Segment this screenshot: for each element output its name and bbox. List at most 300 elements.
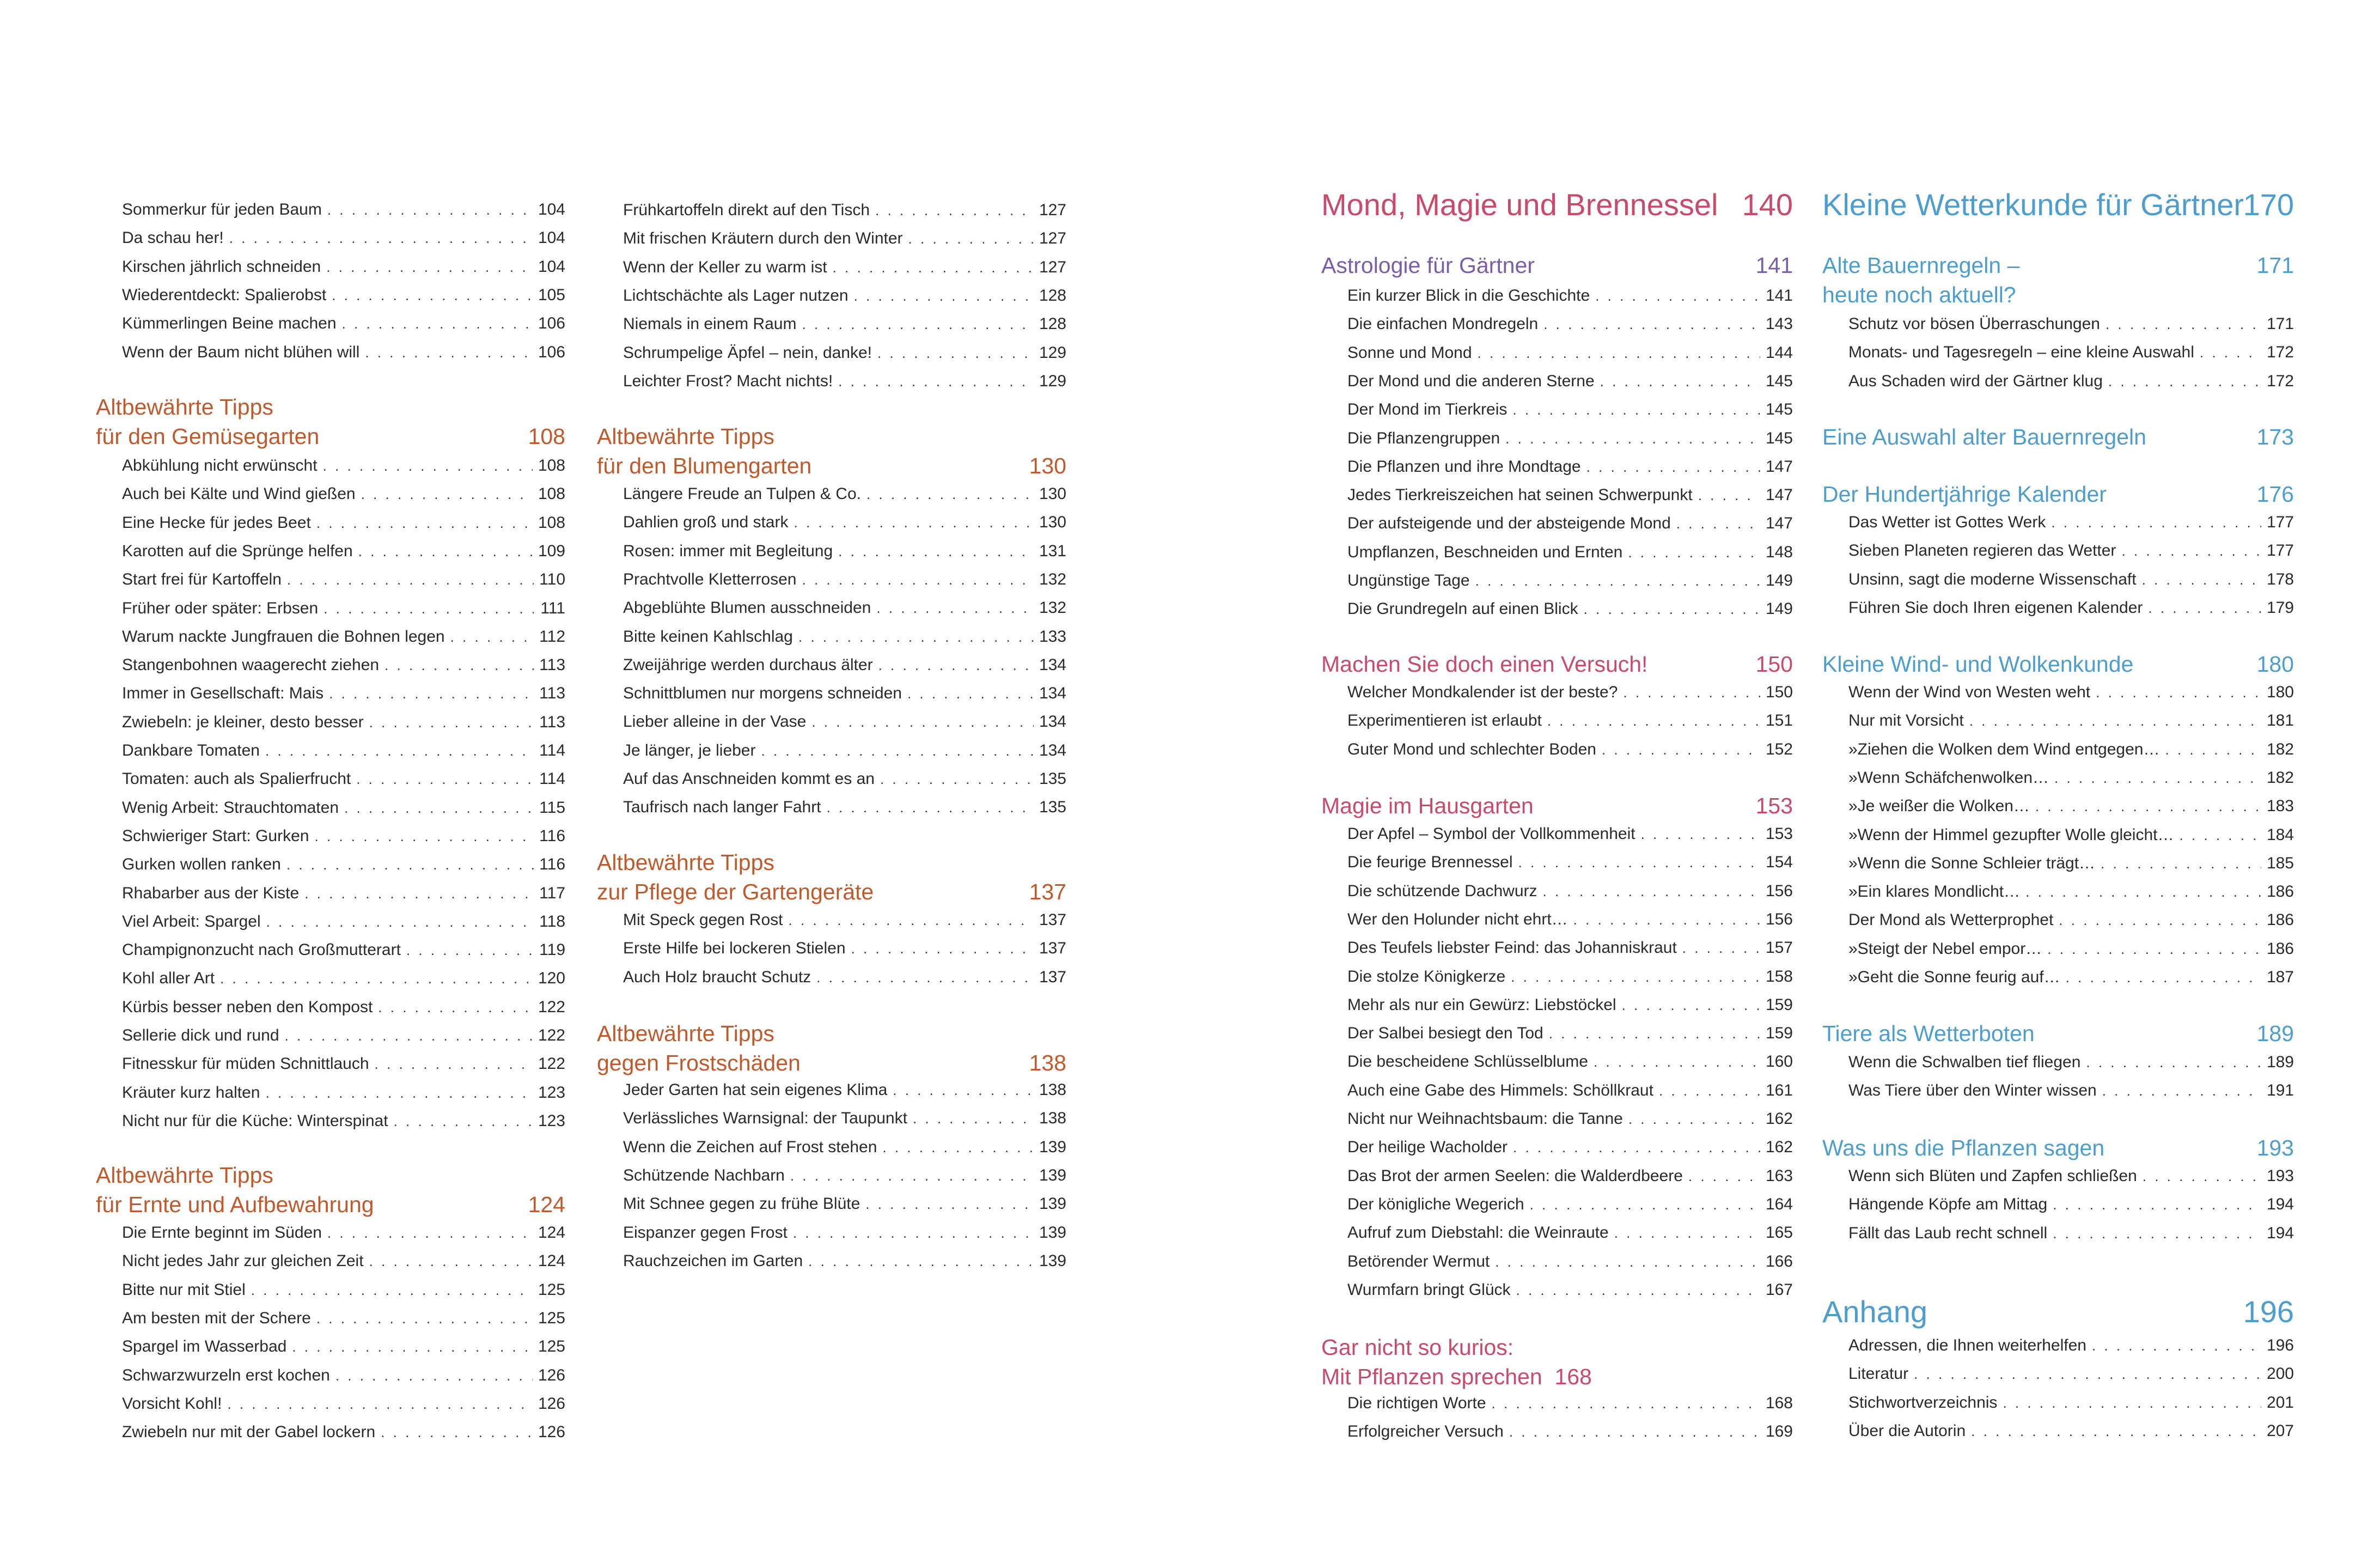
toc-entry-title: »Wenn der Himmel gezupfter Wolle gleicht… xyxy=(1848,825,2174,844)
toc-entry[interactable] xyxy=(623,483,1066,505)
leader-dots xyxy=(1698,484,1760,506)
toc-entry[interactable] xyxy=(1347,285,1793,307)
toc-entry[interactable] xyxy=(1848,795,2294,817)
toc-entry[interactable] xyxy=(1848,1335,2294,1357)
toc-entry-title: Bitte nur mit Stiel xyxy=(122,1280,246,1299)
toc-entry[interactable] xyxy=(1347,710,1793,732)
toc-entry[interactable] xyxy=(623,1193,1066,1215)
toc-entry[interactable] xyxy=(122,1025,565,1047)
toc-entry-title: Aufruf zum Diebstahl: die Weinraute xyxy=(1347,1224,1609,1242)
leader-dots xyxy=(361,483,533,505)
toc-entry[interactable] xyxy=(623,257,1066,278)
toc-entry[interactable] xyxy=(1848,370,2294,392)
toc-entry-title: Abgeblühte Blumen ausschneiden xyxy=(623,599,871,617)
toc-entry[interactable] xyxy=(623,966,1066,988)
toc-entry-page: 186 xyxy=(2266,883,2294,901)
leader-dots xyxy=(324,598,534,619)
leader-dots xyxy=(1623,682,1760,703)
chapter-heading: Anhang 196 xyxy=(1822,1294,2294,1329)
leader-dots xyxy=(808,1250,1034,1272)
toc-entry-page: 126 xyxy=(538,1394,565,1413)
toc-entry-page: 134 xyxy=(1039,713,1066,731)
leader-dots xyxy=(2121,540,2261,562)
toc-entry[interactable] xyxy=(122,1110,565,1132)
leader-dots xyxy=(1511,966,1760,988)
toc-entry-page: 184 xyxy=(2266,825,2294,844)
toc-entry-page: 180 xyxy=(2266,683,2294,701)
toc-entry-title: Wenn die Zeichen auf Frost stehen xyxy=(623,1138,877,1156)
toc-entry-title: Kohl aller Art xyxy=(122,969,215,988)
toc-entry[interactable] xyxy=(1347,428,1793,449)
leader-dots xyxy=(1595,285,1760,307)
leader-dots xyxy=(1688,1165,1760,1187)
toc-entry[interactable] xyxy=(623,683,1066,704)
toc-entry[interactable] xyxy=(1848,767,2294,789)
leader-dots xyxy=(2053,1194,2261,1215)
leader-dots xyxy=(1641,823,1760,845)
toc-entry[interactable] xyxy=(623,199,1066,221)
toc-entry[interactable] xyxy=(1347,1251,1793,1273)
toc-entry[interactable] xyxy=(1347,823,1793,845)
toc-entry-title: Warum nackte Jungfrauen die Bohnen legen xyxy=(122,627,445,646)
toc-entry[interactable] xyxy=(623,370,1066,392)
leader-dots xyxy=(1602,739,1760,761)
toc-entry-title: Schützende Nachbarn xyxy=(623,1166,785,1184)
toc-entry-page: 108 xyxy=(538,513,565,532)
toc-entry-title: Fitnesskur für müden Schnittlauch xyxy=(122,1055,369,1073)
toc-entry[interactable] xyxy=(1347,313,1793,335)
chapter-heading: Kleine Wetterkunde für Gärtner 170 xyxy=(1822,187,2294,222)
section-heading: Machen Sie doch einen Versuch! 150 xyxy=(1321,649,1793,679)
toc-entry-title: Das Wetter ist Gottes Werk xyxy=(1848,513,2046,531)
toc-entry-page: 128 xyxy=(1039,286,1066,305)
toc-entry[interactable] xyxy=(1347,1136,1793,1158)
toc-entry-title: Spargel im Wasserbad xyxy=(122,1337,287,1356)
toc-entry-page: 187 xyxy=(2266,968,2294,986)
leader-dots xyxy=(381,1421,533,1443)
leader-dots xyxy=(220,968,533,989)
chapter-heading: Mond, Magie und Brennessel 140 xyxy=(1321,187,1793,222)
toc-entry[interactable] xyxy=(1848,1194,2294,1215)
toc-entry-page: 116 xyxy=(539,826,565,845)
toc-entry[interactable] xyxy=(623,654,1066,676)
toc-entry-page: 145 xyxy=(1765,372,1793,390)
toc-entry-title: Da schau her! xyxy=(122,229,224,247)
leader-dots xyxy=(2053,1223,2261,1244)
toc-entry-page: 150 xyxy=(1765,683,1793,701)
toc-entry-title: Über die Autorin xyxy=(1848,1421,1966,1440)
toc-entry-title: Bitte keinen Kahlschlag xyxy=(623,627,793,646)
leader-dots xyxy=(1971,1420,2261,1442)
toc-entry[interactable] xyxy=(122,1393,565,1415)
toc-entry[interactable] xyxy=(1848,1051,2294,1073)
toc-entry[interactable] xyxy=(623,626,1066,648)
toc-entry[interactable] xyxy=(623,1222,1066,1244)
leader-dots xyxy=(793,1222,1034,1244)
toc-entry-page: 127 xyxy=(1039,258,1066,276)
leader-dots xyxy=(802,569,1034,591)
toc-entry[interactable] xyxy=(623,1079,1066,1101)
toc-entry[interactable] xyxy=(623,569,1066,591)
leader-dots xyxy=(251,1279,533,1301)
toc-entry[interactable] xyxy=(122,797,565,819)
toc-entry[interactable] xyxy=(1848,1165,2294,1187)
toc-entry[interactable] xyxy=(1347,1194,1793,1215)
toc-entry[interactable] xyxy=(1347,909,1793,930)
toc-entry-page: 193 xyxy=(2266,1167,2294,1185)
leader-dots xyxy=(908,228,1034,250)
leader-dots xyxy=(356,768,534,790)
toc-entry-title: Zwiebeln nur mit der Gabel lockern xyxy=(122,1423,376,1442)
leader-dots xyxy=(323,455,533,477)
toc-entry[interactable] xyxy=(122,683,565,704)
toc-entry[interactable] xyxy=(122,911,565,933)
toc-entry-title: »Geht die Sonne feurig auf… xyxy=(1848,968,2060,986)
toc-entry[interactable] xyxy=(1848,853,2294,874)
toc-entry[interactable] xyxy=(1848,597,2294,619)
leader-dots xyxy=(332,284,533,306)
toc-entry-page: 122 xyxy=(538,1026,565,1044)
toc-entry[interactable] xyxy=(122,1365,565,1386)
toc-entry[interactable] xyxy=(1347,484,1793,506)
toc-entry-title: Schwarzwurzeln erst kochen xyxy=(122,1366,330,1384)
toc-entry[interactable] xyxy=(1347,1080,1793,1102)
toc-entry[interactable] xyxy=(1848,881,2294,903)
toc-entry[interactable] xyxy=(623,285,1066,307)
toc-entry-title: Rauchzeichen im Garten xyxy=(623,1251,803,1270)
toc-entry-page: 131 xyxy=(1039,542,1066,560)
toc-entry[interactable] xyxy=(1347,542,1793,563)
toc-entry[interactable] xyxy=(122,939,565,961)
leader-dots xyxy=(1505,428,1760,449)
toc-entry-page: 183 xyxy=(2266,797,2294,816)
toc-entry-title: Erste Hilfe bei lockeren Stielen xyxy=(623,939,846,958)
toc-entry[interactable] xyxy=(122,1279,565,1301)
leader-dots xyxy=(790,1165,1034,1187)
toc-entry-page: 139 xyxy=(1039,1138,1066,1156)
section-page: 176 xyxy=(2256,482,2294,507)
toc-entry-page: 126 xyxy=(538,1423,565,1442)
toc-entry[interactable] xyxy=(122,227,565,249)
toc-entry-page: 138 xyxy=(1039,1081,1066,1099)
toc-entry[interactable] xyxy=(623,938,1066,959)
leader-dots xyxy=(838,370,1034,392)
toc-entry[interactable] xyxy=(122,342,565,363)
toc-entry-page: 162 xyxy=(1765,1138,1793,1157)
toc-entry-title: Schwieriger Start: Gurken xyxy=(122,826,309,845)
toc-entry[interactable] xyxy=(623,711,1066,733)
toc-entry[interactable] xyxy=(623,540,1066,562)
toc-entry[interactable] xyxy=(122,313,565,334)
leader-dots xyxy=(1573,909,1760,930)
toc-entry-page: 115 xyxy=(539,798,565,817)
leader-dots xyxy=(286,854,534,875)
toc-entry[interactable] xyxy=(122,1053,565,1075)
toc-entry-page: 127 xyxy=(1039,201,1066,219)
toc-entry[interactable] xyxy=(122,968,565,989)
toc-entry[interactable] xyxy=(1848,909,2294,931)
toc-entry-page: 158 xyxy=(1765,967,1793,986)
leader-dots xyxy=(838,540,1034,562)
toc-entry[interactable] xyxy=(623,313,1066,335)
toc-entry-page: 113 xyxy=(539,684,565,703)
toc-entry-page: 168 xyxy=(1765,1394,1793,1412)
toc-entry-page: 159 xyxy=(1765,1024,1793,1043)
toc-entry[interactable] xyxy=(1347,570,1793,592)
toc-entry[interactable] xyxy=(1347,513,1793,534)
toc-entry-page: 151 xyxy=(1765,711,1793,730)
toc-entry-page: 148 xyxy=(1765,543,1793,561)
toc-entry-title: Die richtigen Worte xyxy=(1347,1394,1486,1412)
toc-entry[interactable] xyxy=(623,1165,1066,1187)
toc-entry-page: 181 xyxy=(2266,711,2294,730)
section-page: 130 xyxy=(1029,453,1066,478)
toc-entry[interactable] xyxy=(623,228,1066,250)
toc-entry[interactable] xyxy=(122,199,565,221)
toc-entry-title: Ungünstige Tage xyxy=(1347,571,1470,589)
toc-entry-title: Champignonzucht nach Großmutterart xyxy=(122,941,401,959)
toc-entry-page: 110 xyxy=(539,570,565,589)
toc-entry[interactable] xyxy=(1848,739,2294,761)
toc-entry-page: 134 xyxy=(1039,741,1066,759)
toc-entry-title: Welcher Mondkalender ist der beste? xyxy=(1347,683,1618,701)
leader-dots xyxy=(394,1110,533,1132)
leader-dots xyxy=(369,711,534,733)
toc-entry[interactable] xyxy=(1347,1108,1793,1130)
toc-entry[interactable] xyxy=(122,256,565,278)
toc-entry-title: Wenn die Schwalben tief fliegen xyxy=(1848,1053,2081,1071)
toc-entry-title: Mit frischen Kräutern durch den Winter xyxy=(623,229,903,248)
toc-entry[interactable] xyxy=(122,825,565,847)
toc-entry-title: Adressen, die Ihnen weiterhelfen xyxy=(1848,1336,2086,1354)
toc-entry[interactable] xyxy=(122,996,565,1018)
toc-entry-title: Umpflanzen, Beschneiden und Ernten xyxy=(1347,543,1623,561)
toc-entry[interactable] xyxy=(122,740,565,762)
toc-entry-page: 124 xyxy=(538,1252,565,1270)
toc-entry-title: Die Ernte beginnt im Süden xyxy=(122,1224,322,1242)
section-heading: Eine Auswahl alter Bauernregeln 173 xyxy=(1822,422,2294,452)
toc-entry[interactable] xyxy=(1347,1392,1793,1414)
leader-dots xyxy=(1584,598,1760,620)
toc-entry-title: Am besten mit der Schere xyxy=(122,1309,311,1327)
toc-entry-page: 189 xyxy=(2266,1053,2294,1071)
toc-entry[interactable] xyxy=(122,1421,565,1443)
toc-entry-title: Dankbare Tomaten xyxy=(122,741,260,759)
toc-entry-page: 182 xyxy=(2266,740,2294,758)
leader-dots xyxy=(1914,1363,2261,1385)
toc-entry[interactable] xyxy=(1347,1279,1793,1301)
leader-dots xyxy=(2035,795,2261,817)
toc-entry-page: 147 xyxy=(1765,514,1793,533)
toc-entry-title: Nur mit Vorsicht xyxy=(1848,711,1964,730)
toc-entry[interactable] xyxy=(122,1336,565,1358)
toc-entry[interactable] xyxy=(623,909,1066,931)
toc-entry[interactable] xyxy=(1347,598,1793,620)
toc-entry[interactable] xyxy=(122,768,565,790)
toc-entry[interactable] xyxy=(1347,1222,1793,1244)
toc-entry[interactable] xyxy=(1347,1023,1793,1044)
leader-dots xyxy=(851,938,1034,959)
toc-entry-page: 145 xyxy=(1765,429,1793,447)
leader-dots xyxy=(1478,342,1760,364)
toc-entry-title: Rhabarber aus der Kiste xyxy=(122,884,300,902)
section-page: 124 xyxy=(528,1192,565,1217)
toc-entry-title: Die Pflanzen und ihre Mondtage xyxy=(1347,457,1581,476)
toc-entry[interactable] xyxy=(1347,937,1793,959)
toc-entry-page: 166 xyxy=(1765,1252,1793,1270)
toc-entry[interactable] xyxy=(122,512,565,534)
toc-entry[interactable] xyxy=(1347,456,1793,478)
toc-entry-title: Lichtschächte als Lager nutzen xyxy=(623,286,849,305)
toc-entry[interactable] xyxy=(1848,824,2294,846)
toc-entry[interactable] xyxy=(1848,966,2294,988)
toc-entry[interactable] xyxy=(1347,399,1793,421)
toc-entry-title: Zwiebeln: je kleiner, desto besser xyxy=(122,713,364,731)
toc-entry-title: Mit Speck gegen Rost xyxy=(623,911,783,929)
toc-entry[interactable] xyxy=(122,1250,565,1272)
toc-entry-title: »Ziehen die Wolken dem Wind entgegen… xyxy=(1848,740,2160,758)
toc-entry[interactable] xyxy=(122,711,565,733)
leader-dots xyxy=(1676,513,1760,534)
toc-entry[interactable] xyxy=(1347,1165,1793,1187)
toc-entry[interactable] xyxy=(122,598,565,619)
toc-entry[interactable] xyxy=(1848,1420,2294,1442)
toc-entry-title: Des Teufels liebster Feind: das Johanniskraut xyxy=(1347,939,1677,957)
toc-entry[interactable] xyxy=(1848,540,2294,562)
toc-entry-title: Schrumpelige Äpfel – nein, danke! xyxy=(623,343,872,362)
toc-entry-page: 122 xyxy=(538,998,565,1016)
leader-dots xyxy=(1659,1080,1760,1102)
leader-dots xyxy=(342,313,533,334)
toc-entry[interactable] xyxy=(1848,1223,2294,1244)
toc-entry-title: Viel Arbeit: Spargel xyxy=(122,912,261,930)
toc-entry[interactable] xyxy=(122,455,565,477)
toc-entry-title: Der Mond als Wetterprophet xyxy=(1848,911,2054,929)
leader-dots xyxy=(2200,342,2261,363)
toc-entry[interactable] xyxy=(1347,994,1793,1016)
toc-entry-page: 186 xyxy=(2266,939,2294,958)
toc-entry[interactable] xyxy=(122,1307,565,1329)
toc-entry-page: 123 xyxy=(538,1111,565,1130)
toc-entry[interactable] xyxy=(122,540,565,562)
toc-entry[interactable] xyxy=(122,284,565,306)
toc-entry[interactable] xyxy=(623,1250,1066,1272)
leader-dots xyxy=(2179,824,2261,846)
toc-entry-title: Der Apfel – Symbol der Vollkommenheit xyxy=(1347,825,1636,843)
toc-entry[interactable] xyxy=(1347,342,1793,364)
toc-entry[interactable] xyxy=(1347,682,1793,703)
toc-entry[interactable] xyxy=(1848,512,2294,533)
toc-entry-page: 108 xyxy=(538,457,565,475)
leader-dots xyxy=(1543,880,1760,902)
toc-entry[interactable] xyxy=(623,1108,1066,1129)
leader-dots xyxy=(1475,570,1760,592)
leader-dots xyxy=(285,1025,533,1047)
leader-dots xyxy=(316,1307,533,1329)
toc-entry[interactable] xyxy=(623,740,1066,762)
toc-entry-page: 143 xyxy=(1765,315,1793,333)
toc-entry-title: Gurken wollen ranken xyxy=(122,855,281,874)
toc-entry[interactable] xyxy=(1347,370,1793,392)
toc-entry[interactable] xyxy=(1848,1392,2294,1414)
toc-entry[interactable] xyxy=(1347,852,1793,873)
toc-entry[interactable] xyxy=(1347,739,1793,761)
toc-entry[interactable] xyxy=(623,512,1066,533)
toc-entry-title: Jeder Garten hat sein eigenes Klima xyxy=(623,1081,888,1099)
toc-entry[interactable] xyxy=(122,1222,565,1244)
toc-entry[interactable] xyxy=(1347,1421,1793,1443)
toc-entry-title: Wer den Holunder nicht ehrt… xyxy=(1347,910,1568,928)
toc-entry[interactable] xyxy=(122,883,565,904)
toc-entry-page: 200 xyxy=(2266,1365,2294,1383)
leader-dots xyxy=(2143,1165,2261,1187)
leader-dots xyxy=(2102,1080,2261,1102)
section-page: 173 xyxy=(2256,424,2294,449)
toc-entry-title: Frühkartoffeln direkt auf den Tisch xyxy=(623,201,870,219)
toc-entry-page: 164 xyxy=(1765,1195,1793,1213)
toc-entry[interactable] xyxy=(1848,313,2294,335)
section-heading: Gar nicht so kurios: Mit Pflanzen sprechen 168 xyxy=(1321,1335,1592,1389)
leader-dots xyxy=(2165,739,2261,761)
toc-entry-title: Die schützende Dachwurz xyxy=(1347,881,1537,900)
toc-entry[interactable] xyxy=(623,768,1066,790)
leader-dots xyxy=(854,285,1034,307)
toc-entry[interactable] xyxy=(1347,1051,1793,1073)
toc-entry[interactable] xyxy=(1848,682,2294,703)
toc-entry[interactable] xyxy=(122,1082,565,1104)
toc-entry[interactable] xyxy=(623,342,1066,364)
section-page: 171 xyxy=(2256,253,2294,278)
toc-entry-page: 194 xyxy=(2266,1195,2294,1214)
toc-entry[interactable] xyxy=(1347,966,1793,988)
toc-entry-title: Der königliche Wegerich xyxy=(1347,1195,1524,1213)
leader-dots xyxy=(450,626,534,648)
toc-entry[interactable] xyxy=(623,796,1066,818)
leader-dots xyxy=(2101,853,2261,874)
leader-dots xyxy=(1543,313,1760,335)
toc-entry[interactable] xyxy=(1848,938,2294,960)
toc-entry-page: 104 xyxy=(538,229,565,247)
toc-entry[interactable] xyxy=(623,1136,1066,1158)
section-heading: Magie im Hausgarten 153 xyxy=(1321,791,1793,820)
toc-entry[interactable] xyxy=(122,626,565,648)
leader-dots xyxy=(369,1250,533,1272)
toc-entry-page: 137 xyxy=(1039,968,1066,986)
toc-entry[interactable] xyxy=(1848,342,2294,363)
toc-entry-page: 119 xyxy=(539,941,565,959)
toc-entry[interactable] xyxy=(1848,569,2294,591)
toc-entry[interactable] xyxy=(623,597,1066,619)
toc-entry[interactable] xyxy=(1848,710,2294,732)
toc-entry[interactable] xyxy=(122,654,565,676)
leader-dots xyxy=(913,1108,1034,1129)
section-page: 138 xyxy=(1029,1050,1066,1075)
section-page: 180 xyxy=(2256,652,2294,677)
toc-entry[interactable] xyxy=(1848,1080,2294,1102)
toc-entry[interactable] xyxy=(122,483,565,505)
leader-dots xyxy=(2025,881,2261,903)
toc-entry-page: 207 xyxy=(2266,1421,2294,1440)
toc-entry[interactable] xyxy=(122,569,565,591)
toc-entry-page: 106 xyxy=(538,314,565,333)
section-page: 168 xyxy=(1554,1364,1592,1389)
toc-entry[interactable] xyxy=(1347,880,1793,902)
toc-entry[interactable] xyxy=(1848,1363,2294,1385)
section-page: 141 xyxy=(1755,253,1793,278)
toc-entry-title: Vorsicht Kohl! xyxy=(122,1394,222,1413)
toc-entry[interactable] xyxy=(122,854,565,875)
toc-entry-page: 134 xyxy=(1039,655,1066,674)
